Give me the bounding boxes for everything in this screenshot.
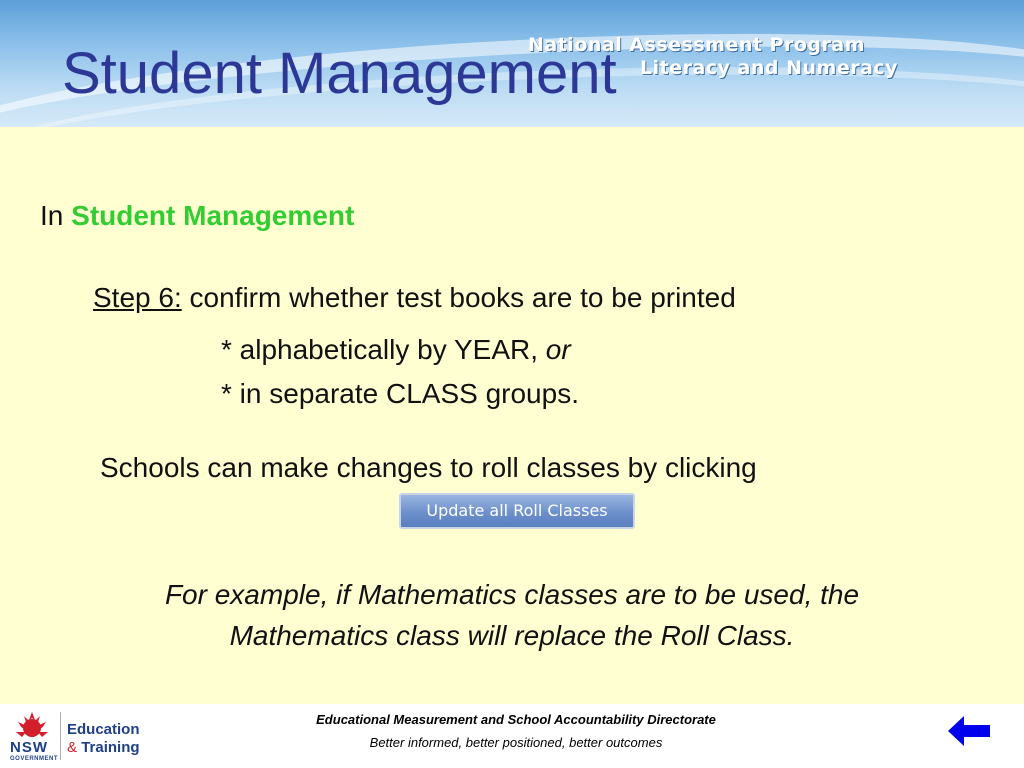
- example-note: [40, 574, 984, 656]
- arrow-left-icon[interactable]: [946, 714, 992, 748]
- logo-training-line: [67, 739, 140, 757]
- step-text: confirm whether test books are to be printed: [181, 282, 736, 313]
- logo-amp: &: [67, 739, 78, 756]
- intro-line: [40, 200, 354, 232]
- logo-education: Education: [67, 721, 140, 738]
- logo-nsw: NSW: [10, 739, 48, 756]
- bullet-class: * in separate CLASS groups.: [221, 378, 579, 409]
- update-roll-classes-button[interactable]: Update all Roll Classes: [399, 493, 635, 529]
- step-line: [93, 282, 736, 314]
- logo-divider: [60, 712, 61, 760]
- intro-highlight: Student Management: [71, 200, 355, 231]
- logo-training: Training: [81, 739, 140, 756]
- logo-government: GOVERNMENT: [10, 756, 59, 762]
- example-line-1: For example, if Mathematics classes are to be used, the: [164, 579, 860, 610]
- header-banner: [0, 0, 1024, 127]
- step-label: Step 6:: [93, 282, 182, 313]
- bullet-year: [221, 334, 571, 366]
- directorate-name: Educational Measurement and School Accountability Directorate: [316, 712, 716, 727]
- bullet-year-or: or: [545, 334, 571, 365]
- bullet-year-text: * alphabetically by YEAR,: [221, 334, 546, 365]
- program-line-1: National Assessment Program: [528, 34, 866, 56]
- footer: [0, 704, 1024, 768]
- nsw-education-logo: [0, 704, 150, 768]
- intro-prefix: In: [40, 200, 72, 231]
- logo-education-training: [67, 721, 140, 757]
- example-line-2: Mathematics class will replace the Roll Class.: [229, 620, 795, 651]
- footer-tagline: Better informed, better positioned, better outcomes: [369, 735, 663, 750]
- program-line-2: Literacy and Numeracy: [640, 57, 899, 79]
- page-title: Student Management: [62, 41, 617, 106]
- waratah-icon: [10, 710, 54, 740]
- schools-instruction: Schools can make changes to roll classes by clicking: [100, 452, 757, 483]
